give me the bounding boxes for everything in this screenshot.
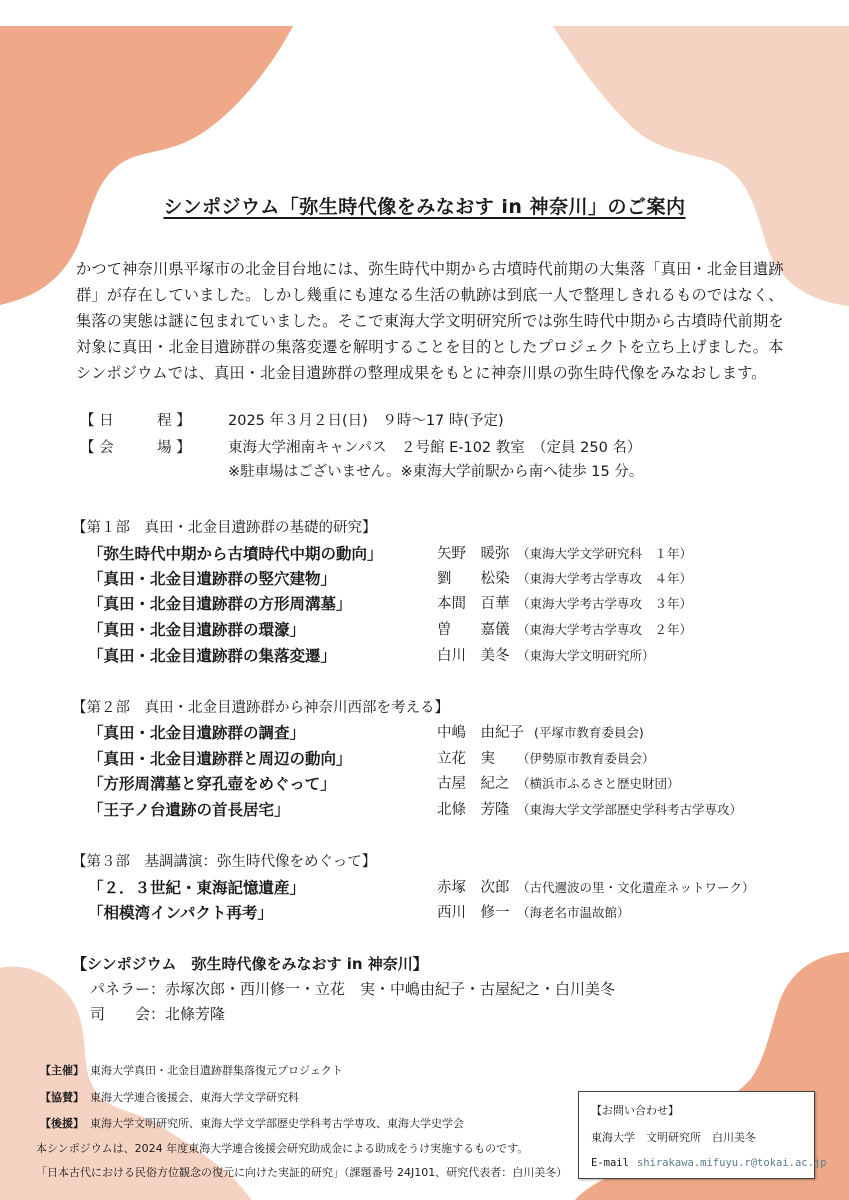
talk-row: [0, 747, 849, 771]
talk-speaker: 白川 美冬: [437, 648, 510, 664]
panelists: パネラー：赤塚次郎・西川修一・立花 実・中嶋由紀子・古屋紀之・白川美冬: [90, 980, 616, 998]
talk-title: 「真田・北金目遺跡群の竪穴建物」: [88, 570, 337, 588]
intro-line: シンポジウムでは、真田・北金目遺跡群の整理成果をもとに神奈川県の弥生時代像をみなおします。: [76, 364, 767, 382]
talk-speaker: 矢野 暖弥: [437, 546, 510, 562]
talk-speaker: 中嶋 由紀子: [437, 725, 524, 741]
talk-affiliation: （東海大学文学部歴史学科考古学専攻）: [517, 802, 743, 817]
contact-person: 東海大学 文明研究所 白川美冬: [591, 1131, 756, 1144]
contact-heading: 【お問い合わせ】: [591, 1104, 679, 1117]
section-heading: 【第２部 真田・北金目遺跡群から神奈川西部を考える】: [72, 700, 449, 716]
date-value: 2025 年３月２日(日) ９時～17 時(予定): [228, 413, 504, 429]
talk-speaker: 北條 芳隆: [437, 802, 510, 818]
talk-title: 「真田・北金目遺跡群の調査」: [88, 724, 306, 742]
section-heading: 【第３部 基調講演：弥生時代像をめぐって】: [72, 854, 377, 870]
talk-title: 「２．３世紀・東海記憶遺産」: [88, 879, 306, 897]
talk-row: [0, 876, 849, 900]
talk-row: [0, 798, 849, 822]
intro-paragraph: [76, 256, 786, 386]
talk-row: [0, 772, 849, 796]
talk-row: [0, 618, 849, 642]
talk-speaker: 劉 松染: [437, 571, 510, 587]
talk-title: 「王子ノ台遺跡の首長居宅」: [88, 801, 290, 819]
intro-line: かつて神奈川県平塚市の北金目台地には、弥生時代中期から古墳時代前期の大集落「真田・北金目遺跡: [76, 260, 784, 278]
venue-value: 東海大学湘南キャンパス ２号館 E-102 教室 （定員 250 名）: [228, 440, 642, 456]
section-heading: 【第１部 真田・北金目遺跡群の基礎的研究】: [72, 520, 377, 536]
moderator: 司 会：北條芳隆: [90, 1005, 226, 1023]
talk-title: 「真田・北金目遺跡群の方形周溝墓」: [88, 595, 352, 613]
talk-affiliation: （横浜市ふるさと歴史財団）: [517, 776, 680, 791]
contact-email-row: [591, 1156, 827, 1169]
intro-line: 群」が存在していました。しかし幾重にも連なる生活の軌跡は到底一人で整理しきれるものではなく、: [76, 286, 784, 304]
talk-affiliation: （東海大学考古学専攻 ３年）: [517, 596, 693, 611]
talk-affiliation: （東海大学考古学専攻 ４年）: [517, 571, 693, 586]
talk-affiliation: （東海大学文学研究科 １年）: [517, 546, 693, 561]
sponsor-value: 東海大学連合後援会、東海大学文学研究科: [90, 1091, 299, 1104]
talk-speaker: 西川 修一: [437, 905, 510, 921]
contact-box: [578, 1091, 827, 1179]
intro-line: 対象に真田・北金目遺跡群の集落変遷を解明することを目的としたプロジェクトを立ち上げました。本: [76, 338, 784, 356]
talk-row: [0, 644, 849, 668]
date-label: 【 日 程 】: [80, 413, 191, 429]
talk-affiliation: （海老名市温故館）: [517, 905, 630, 920]
talk-title: 「真田・北金目遺跡群と周辺の動向」: [88, 750, 352, 768]
talk-title: 「真田・北金目遺跡群の集落変遷」: [88, 647, 337, 665]
project-note: 「日本古代における民俗方位観念の復元に向けた実証的研究」（課題番号 24J101、研究代表者：白川美冬）: [36, 1166, 568, 1179]
email-link[interactable]: shirakawa.mifuyu.r@tokai.ac.jp: [636, 1157, 827, 1169]
organizer-row: [40, 1062, 343, 1078]
talk-speaker: 立花 実: [437, 751, 495, 767]
support-row: [40, 1115, 464, 1131]
talk-affiliation: （古代邇波の里・文化遺産ネットワーク）: [517, 880, 755, 895]
sponsor-key: 【協賛】: [40, 1091, 84, 1104]
talk-affiliation: （伊勢原市教育委員会）: [517, 751, 655, 766]
intro-line: 集落の実態は謎に包まれていました。そこで東海大学文明研究所では弥生時代中期から古墳時代前期を: [76, 312, 784, 330]
talk-title: 「方形周溝墓と穿孔壺をめぐって」: [88, 775, 336, 793]
panel-heading: 【シンポジウム 弥生時代像をみなおす in 神奈川】: [72, 955, 428, 973]
talk-affiliation: (平塚市教育委員会): [534, 725, 644, 740]
talk-row: [0, 901, 849, 925]
title-text: シンポジウム「弥生時代像をみなおす in 神奈川」のご案内: [163, 196, 686, 218]
talk-affiliation: （東海大学考古学専攻 ２年）: [517, 622, 693, 637]
talk-speaker: 曽 嘉儀: [437, 622, 510, 638]
talk-affiliation: （東海大学文明研究所）: [517, 648, 655, 663]
talk-row: [0, 542, 849, 566]
sponsor-row: [40, 1089, 299, 1105]
organizer-key: 【主催】: [40, 1064, 84, 1077]
support-key: 【後援】: [40, 1117, 84, 1130]
page-title: [0, 192, 849, 219]
talk-title: 「真田・北金目遺跡群の環濠」: [88, 621, 306, 639]
funding-note: 本シンポジウムは、2024 年度東海大学連合後援会研究助成金による助成をうけ実施するものです。: [36, 1142, 529, 1155]
talk-row: [0, 592, 849, 616]
talk-title: 「弥生時代中期から古墳時代中期の動向」: [88, 545, 383, 563]
venue-note: ※駐車場はございません。※東海大学前駅から南へ徒歩 15 分。: [228, 464, 644, 480]
organizer-value: 東海大学真田・北金目遺跡群集落復元プロジェクト: [90, 1064, 343, 1077]
talk-row: [0, 721, 849, 745]
venue-label: 【 会 場 】: [80, 440, 191, 456]
talk-row: [0, 567, 849, 591]
talk-title: 「相模湾インパクト再考」: [88, 904, 273, 922]
talk-speaker: 赤塚 次郎: [437, 880, 510, 896]
talk-speaker: 本間 百華: [437, 596, 510, 612]
talk-speaker: 古屋 紀之: [437, 776, 510, 792]
email-label: E-mail: [591, 1157, 629, 1169]
support-value: 東海大学文明研究所、東海大学文学部歴史学科考古学専攻、東海大学史学会: [90, 1117, 464, 1130]
